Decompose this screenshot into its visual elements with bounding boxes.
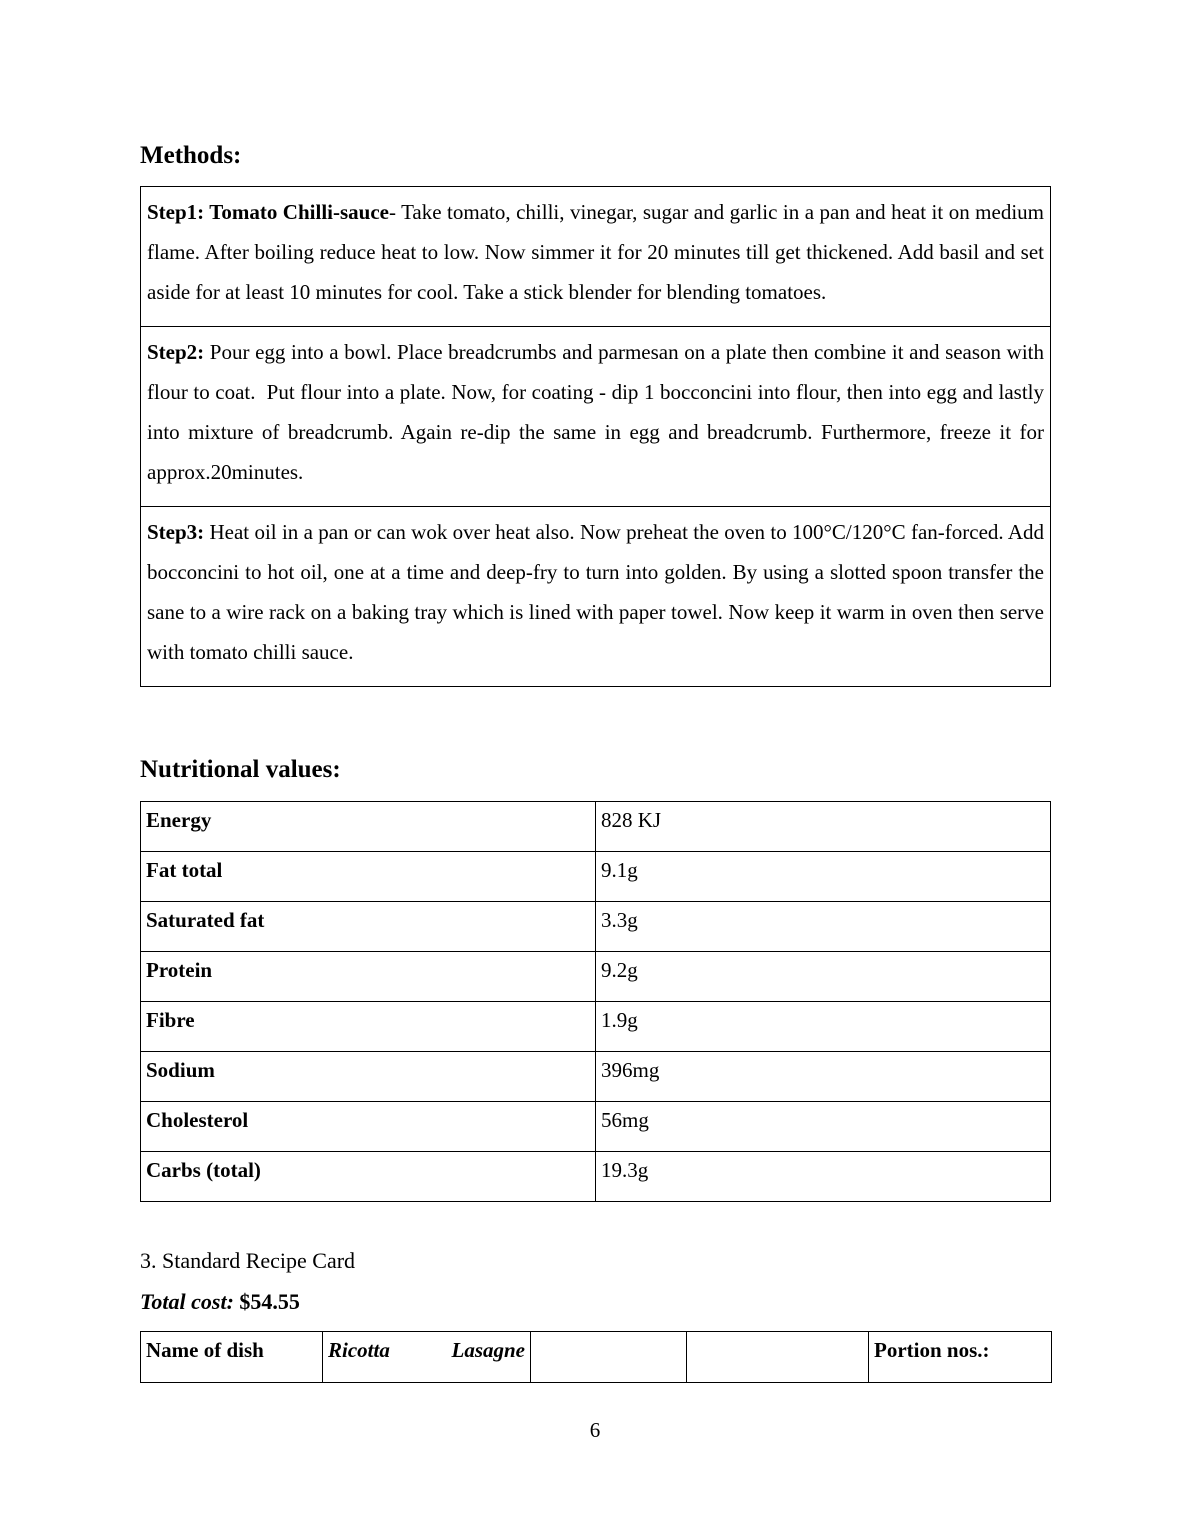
nutrition-table bbox=[140, 801, 1051, 1202]
nutrient-value: 9.2g bbox=[596, 952, 1051, 1002]
portion-nos-label: Portion nos.: bbox=[869, 1332, 1052, 1383]
recipe-card-table bbox=[140, 1331, 1052, 1383]
step-2-cell bbox=[141, 327, 1051, 507]
recipe-card-section-title: 3. Standard Recipe Card bbox=[140, 1248, 356, 1273]
nutrient-name: Protein bbox=[141, 952, 596, 1002]
name-of-dish-label: Name of dish bbox=[141, 1332, 323, 1383]
step-2-text: Pour egg into a bowl. Place breadcrumbs and parmesan on a plate then combine it and season with flour to coat. Put flour into a plate. Now, for coating - dip 1 bocconcini into flour, then into egg and lastly into mixture of breadcrumb. Again re-dip the same in egg and breadcrumb. Furthermore, freeze it for approx.20minutes. bbox=[147, 340, 1050, 484]
table-row bbox=[141, 507, 1051, 687]
table-row bbox=[141, 1002, 1051, 1052]
nutrient-name: Carbs (total) bbox=[141, 1152, 596, 1202]
nutrient-value: 3.3g bbox=[596, 902, 1051, 952]
empty-cell bbox=[687, 1332, 869, 1383]
dish-name-word: Lasagne bbox=[451, 1338, 525, 1362]
nutrient-value: 9.1g bbox=[596, 852, 1051, 902]
table-row bbox=[141, 1102, 1051, 1152]
dish-name-word: Ricotta bbox=[328, 1338, 390, 1362]
nutrient-value: 19.3g bbox=[596, 1152, 1051, 1202]
nutrition-heading: Nutritional values: bbox=[140, 756, 341, 783]
table-row bbox=[141, 1052, 1051, 1102]
table-row bbox=[141, 802, 1051, 852]
table-row bbox=[141, 327, 1051, 507]
total-cost-value: $54.55 bbox=[239, 1289, 300, 1314]
nutrient-name: Energy bbox=[141, 802, 596, 852]
step-1-cell bbox=[141, 187, 1051, 327]
methods-heading: Methods: bbox=[140, 142, 242, 169]
page-number: 6 bbox=[589, 1418, 601, 1442]
table-row bbox=[141, 902, 1051, 952]
dish-name-cell bbox=[323, 1332, 531, 1383]
step-1-label: Step1: Tomato Chilli-sauce bbox=[147, 200, 389, 224]
total-cost bbox=[140, 1289, 300, 1315]
total-cost-label: Total cost: bbox=[140, 1289, 234, 1314]
nutrient-value: 396mg bbox=[596, 1052, 1051, 1102]
table-row bbox=[141, 1332, 1052, 1383]
step-2-label: Step2: bbox=[147, 340, 205, 364]
nutrient-name: Saturated fat bbox=[141, 902, 596, 952]
table-row bbox=[141, 187, 1051, 327]
methods-table bbox=[140, 186, 1051, 687]
nutrient-value: 56mg bbox=[596, 1102, 1051, 1152]
step-3-label: Step3: bbox=[147, 520, 205, 544]
table-row bbox=[141, 852, 1051, 902]
nutrient-name: Fat total bbox=[141, 852, 596, 902]
step-3-text: Heat oil in a pan or can wok over heat also. Now preheat the oven to 100°C/120°C fan-forced. Add bocconcini to hot oil, one at a time and deep-fry to turn into golden. By using a slotted spoon transfer the sane to a wire rack on a baking tray which is lined with paper towel. Now keep it warm in oven then serve with tomato chilli sauce. bbox=[147, 520, 1044, 664]
nutrient-name: Sodium bbox=[141, 1052, 596, 1102]
step-3-cell bbox=[141, 507, 1051, 687]
table-row bbox=[141, 1152, 1051, 1202]
nutrient-name: Cholesterol bbox=[141, 1102, 596, 1152]
nutrient-value: 1.9g bbox=[596, 1002, 1051, 1052]
nutrient-name: Fibre bbox=[141, 1002, 596, 1052]
nutrient-value: 828 KJ bbox=[596, 802, 1051, 852]
step-1-text: - Take tomato, chilli, vinegar, sugar and garlic in a pan and heat it on medium flame. After boiling reduce heat to low. Now simmer it for 20 minutes till get thickened. Add basil and set aside for at least 10 minutes for cool. Take a stick blender for blending tomatoes. bbox=[147, 200, 1044, 304]
empty-cell bbox=[531, 1332, 687, 1383]
table-row bbox=[141, 952, 1051, 1002]
